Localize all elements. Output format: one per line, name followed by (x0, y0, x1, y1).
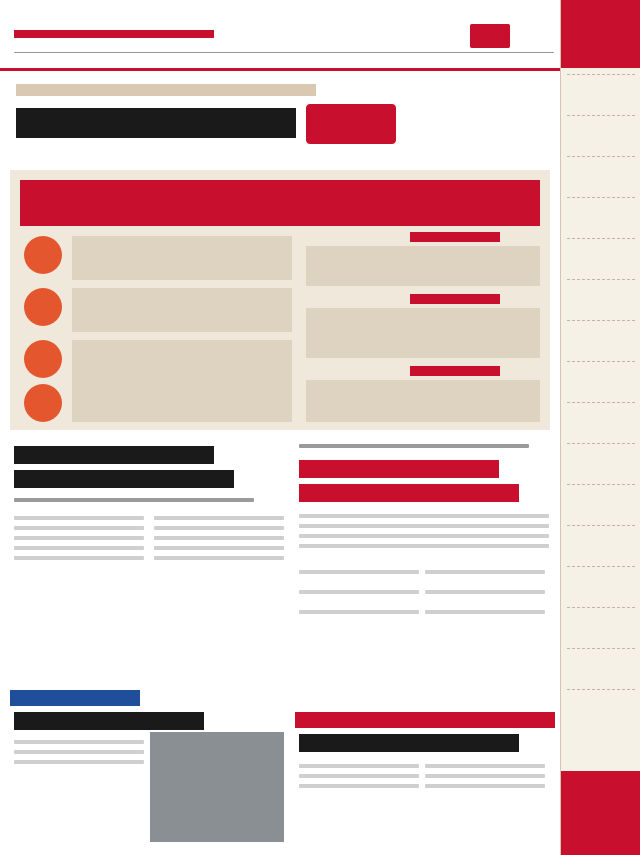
text-line (154, 536, 284, 540)
article-headline (14, 712, 204, 730)
article-kicker (295, 712, 555, 728)
lost-found-item (567, 320, 635, 355)
right-article (295, 440, 555, 850)
section-heading (410, 366, 500, 376)
category-badge (24, 340, 62, 378)
lost-found-item (567, 689, 635, 724)
masthead (0, 0, 560, 71)
text-line (154, 546, 284, 550)
lost-found-item (567, 279, 635, 314)
section-title-bar (14, 30, 214, 38)
article-headline (299, 484, 519, 502)
text-line (14, 516, 144, 520)
text-line (14, 740, 144, 744)
article-subhead (14, 498, 254, 502)
category-text (72, 288, 292, 332)
lost-found-item (567, 238, 635, 273)
text-line (299, 610, 419, 614)
category-badge (24, 288, 62, 326)
right-column-header (561, 0, 640, 68)
article-kicker-line (299, 444, 529, 448)
lost-found-item (567, 525, 635, 560)
lost-found-item (567, 197, 635, 232)
text-line (299, 544, 549, 548)
lost-found-item (567, 566, 635, 601)
article-headline (299, 734, 519, 752)
text-line (299, 784, 419, 788)
category-badge (24, 236, 62, 274)
right-column (560, 0, 640, 855)
category-badge (24, 384, 62, 422)
text-line (299, 514, 549, 518)
text-line (154, 516, 284, 520)
text-line (299, 590, 419, 594)
article-headline (14, 470, 234, 488)
section-text (306, 380, 540, 422)
right-column-footer (561, 771, 640, 855)
masthead-rule (14, 52, 554, 53)
text-line (425, 610, 545, 614)
main-headline (16, 108, 296, 138)
headline-figure (306, 104, 396, 144)
text-line (425, 764, 545, 768)
left-article (10, 440, 290, 850)
category-text (72, 340, 292, 384)
lost-found-item (567, 74, 635, 109)
section-text (306, 246, 540, 286)
lost-found-item (567, 484, 635, 519)
lost-found-item (567, 648, 635, 683)
text-line (425, 784, 545, 788)
article-headline (14, 446, 214, 464)
lost-found-item (567, 607, 635, 642)
text-line (425, 774, 545, 778)
news-photo (150, 732, 284, 842)
newspaper-logo (470, 24, 510, 48)
lost-found-item (567, 361, 635, 396)
lost-found-item (567, 115, 635, 150)
section-heading (410, 294, 500, 304)
text-line (154, 526, 284, 530)
section-heading (410, 232, 500, 242)
lost-found-item (567, 443, 635, 478)
text-line (299, 524, 549, 528)
text-line (14, 750, 144, 754)
feature-block (10, 170, 550, 430)
category-text (72, 236, 292, 280)
text-line (14, 526, 144, 530)
lost-found-item (567, 156, 635, 191)
text-line (425, 590, 545, 594)
lost-found-item (567, 402, 635, 437)
feature-lead (20, 180, 540, 226)
text-line (154, 556, 284, 560)
section-text (306, 308, 540, 358)
text-line (299, 534, 549, 538)
headline-band (0, 74, 560, 166)
text-line (299, 774, 419, 778)
text-line (14, 546, 144, 550)
headline-deck (16, 84, 316, 96)
text-line (425, 570, 545, 574)
text-line (299, 570, 419, 574)
category-text (72, 384, 292, 422)
text-line (299, 764, 419, 768)
text-line (14, 536, 144, 540)
article-headline (299, 460, 499, 478)
text-line (14, 760, 144, 764)
text-line (14, 556, 144, 560)
article-kicker (10, 690, 140, 706)
